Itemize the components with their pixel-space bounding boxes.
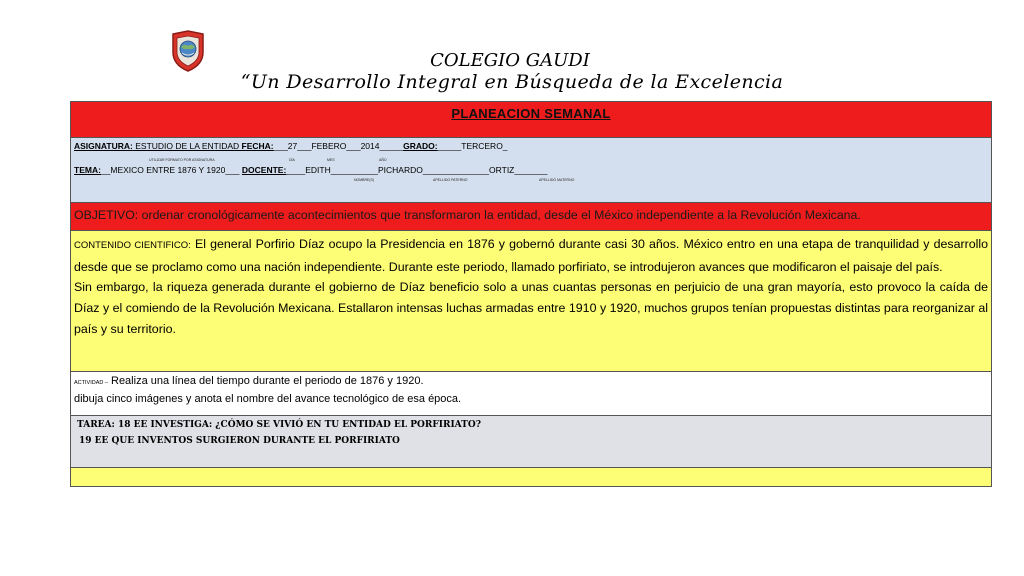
contenido-label: CONTENIDO CIENTIFICO: (74, 240, 191, 251)
hint-nombre: NOMBRE(S) (354, 178, 375, 182)
asignatura-line (74, 141, 508, 151)
tema-label: TEMA: (74, 165, 101, 175)
objetivo-row (71, 203, 991, 231)
asignatura-label: ASIGNATURA: (74, 141, 133, 151)
tarea-line-2: 19 EE QUE INVENTOS SURGIERON DURANTE EL PORFIRIATO (79, 436, 400, 446)
actividad-line-1 (74, 375, 424, 387)
tarea-row (71, 416, 991, 468)
tarea-line-1: TAREA: 18 EE INVESTIGA: ¿CÓMO SE VIVIÓ EN TU ENTIDAD EL PORFIRIATO? (77, 420, 481, 430)
info-row (71, 138, 991, 203)
title-row (71, 102, 991, 138)
actividad-text-1: Realiza una línea del tiempo durante el periodo de 1876 y 1920. (111, 375, 424, 387)
contenido-block (74, 234, 988, 340)
tema-line (74, 165, 547, 175)
fecha-label: FECHA: (241, 141, 274, 151)
planning-sheet (70, 101, 992, 487)
actividad-row (71, 372, 991, 416)
docente-value: ____EDITH__________PICHARDO______________ORTIZ_______ (286, 165, 548, 175)
grado-label: GRADO: (403, 141, 438, 151)
grado-value: _____TERCERO_ (437, 141, 508, 151)
hint-paterno: APELLIDO PATERNO (433, 178, 468, 182)
school-name: COLEGIO GAUDI (430, 50, 590, 71)
contenido-paragraph-2: Sin embargo, la riqueza generada durante el gobierno de Díaz beneficio solo a unas cuantas personas en perjuicio de una gran mayoría, esto provoco la caída de Díaz y el comiendo de la Revolución Mexicana. Estallaron intensas luchas armadas entre 1910 y 1920, muchos grupos tenían propuestas distintas para reorganizar al país y su territorio. (74, 280, 988, 336)
actividad-text-2: dibuja cinco imágenes y anota el nombre del avance tecnológico de esa época. (74, 393, 462, 405)
docente-label: DOCENTE: (241, 165, 287, 175)
hint-ano: AÑO (379, 158, 387, 162)
contenido-row (71, 231, 991, 372)
asignatura-value: ESTUDIO DE LA ENTIDAD (132, 141, 242, 151)
hint-materno: APELLIDO MATERNO (539, 178, 575, 182)
contenido-text-1: El general Porfirio Díaz ocupo la Presidencia en 1876 y gobernó durante casi 30 años. México entro en una etapa de tranquilidad y desarrollo desde que se proclamo como una nación independiente. Durante este periodo, llamado porfiriato, se introdujeron avances que modificaron el paisaje del país. (74, 237, 988, 274)
contenido-paragraph-1 (74, 234, 988, 277)
actividad-label: ACTIVIDAD – (74, 380, 108, 386)
objetivo-text: OBJETIVO: ordenar cronológicamente acontecimientos que transformaron la entidad, desde el México independiente a la Revolución Mexicana. (74, 208, 861, 222)
hint-dia: DÍA (289, 158, 295, 162)
footer-row (71, 468, 991, 486)
hint-mes: MES (327, 158, 335, 162)
school-motto: “Un Desarrollo Integral en Búsqueda de la Excelencia (240, 71, 784, 93)
tema-value: __MEXICO ENTRE 1876 Y 1920___ (100, 165, 240, 175)
hint-format: UTILIZAR FORMATO POR ASIGNATURA (149, 158, 215, 162)
fecha-value: ___27___FEBERO___2014_____ (273, 141, 404, 151)
sheet-title: PLANEACION SEMANAL (451, 106, 611, 121)
